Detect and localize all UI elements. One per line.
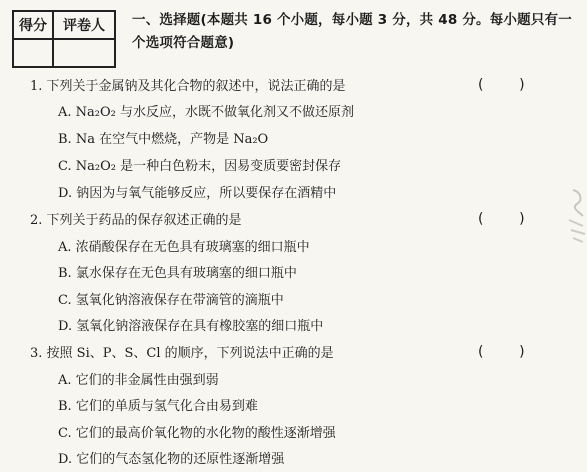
question-3-option-b: B. 它们的单质与氢气化合由易到难	[58, 399, 258, 414]
score-value-cell[interactable]	[13, 39, 53, 67]
score-header-cell: 得分	[13, 11, 53, 39]
section-heading-line2: 个选项符合题意)	[132, 35, 235, 51]
grader-value-cell[interactable]	[53, 39, 115, 67]
edge-stamp-icon	[563, 186, 587, 246]
question-2-answer-blank[interactable]: ( )	[478, 211, 525, 227]
question-1-option-b: B. Na 在空气中燃烧，产物是 Na₂O	[58, 132, 269, 147]
score-table	[12, 10, 116, 68]
question-2-option-a: A. 浓硝酸保存在无色具有玻璃塞的细口瓶中	[58, 240, 310, 255]
section-heading-line1: 一、选择题(本题共 16 个小题，每小题 3 分，共 48 分。每小题只有一	[132, 12, 572, 28]
question-2-option-c: C. 氢氧化钠溶液保存在带滴管的滴瓶中	[58, 293, 284, 308]
question-1-option-a: A. Na₂O₂ 与水反应，水既不做氧化剂又不做还原剂	[58, 105, 354, 120]
question-1-stem: 1. 下列关于金属钠及其化合物的叙述中，说法正确的是	[30, 79, 346, 94]
section-heading	[132, 9, 580, 55]
question-3-option-a: A. 它们的非金属性由强到弱	[58, 373, 219, 388]
question-2-stem: 2. 下列关于药品的保存叙述正确的是	[30, 213, 242, 228]
question-3-stem: 3. 按照 Si、P、S、Cl 的顺序，下列说法中正确的是	[30, 346, 334, 361]
question-2-option-d: D. 氢氧化钠溶液保存在具有橡胶塞的细口瓶中	[58, 319, 324, 334]
question-3-answer-blank[interactable]: ( )	[478, 344, 525, 360]
question-1-option-c: C. Na₂O₂ 是一种白色粉末，因易变质要密封保存	[58, 159, 342, 174]
question-3-option-d: D. 它们的气态氢化物的还原性逐渐增强	[58, 452, 285, 467]
question-2-option-b: B. 氯水保存在无色具有玻璃塞的细口瓶中	[58, 266, 297, 281]
question-1-answer-blank[interactable]: ( )	[478, 77, 525, 93]
grader-header-cell: 评卷人	[53, 11, 115, 39]
question-3-option-c: C. 它们的最高价氧化物的水化物的酸性逐渐增强	[58, 426, 336, 441]
question-1-option-d: D. 钠因为与氧气能够反应，所以要保存在酒精中	[58, 186, 337, 201]
